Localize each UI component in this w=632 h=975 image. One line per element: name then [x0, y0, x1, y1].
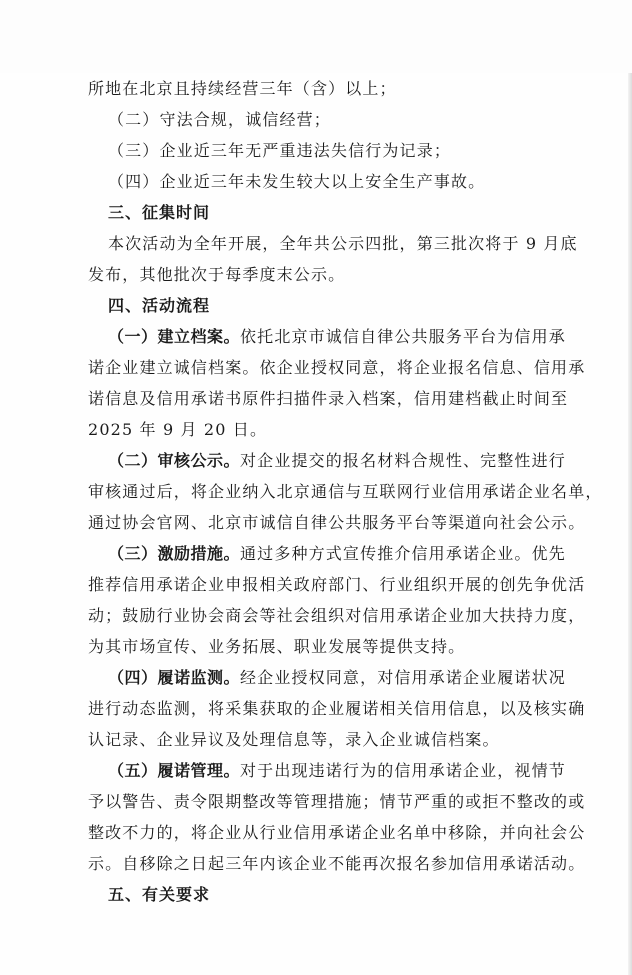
text-line: 所地在北京且持续经营三年（含）以上；: [88, 79, 397, 98]
text-line: 2025 年 9 月 20 日。: [88, 420, 268, 439]
step-title-incentive: （三）激励措施。: [108, 544, 241, 563]
text-line: [88, 445, 570, 476]
text-line: 审核通过后，将企业纳入北京通信与互联网行业信用承诺企业名单，: [88, 482, 603, 501]
criteria-item-4: （四）企业近三年未发生较大以上安全生产事故。: [108, 172, 486, 191]
scan-edge-shadow: [628, 73, 632, 975]
text-span: 经企业授权同意，对信用承诺企业履诺状况: [240, 668, 566, 687]
text-line: 动；鼓励行业协会商会等社会组织对信用承诺企业加大扶持力度，: [88, 606, 586, 625]
text-line: 发布，其他批次于每季度末公示。: [88, 265, 346, 284]
step-title-monitoring: （四）履诺监测。: [108, 668, 241, 687]
criteria-item-2: （二）守法合规，诚信经营；: [108, 110, 331, 129]
text-span: 依托北京市诚信自律公共服务平台为信用承: [240, 327, 566, 346]
step-title-archive: （一）建立档案。: [108, 327, 241, 346]
text-line: 认记录、企业异议及处理信息等，录入企业诚信档案。: [88, 730, 500, 749]
text-line: 整改不力的，将企业从行业信用承诺企业名单中移除，并向社会公: [88, 823, 586, 842]
text-line: 通过协会官网、北京市诚信自律公共服务平台等渠道向社会公示。: [88, 513, 586, 532]
criteria-item-3: （三）企业近三年无严重违法失信行为记录；: [108, 141, 452, 160]
text-line: 推荐信用承诺企业申报相关政府部门、行业组织开展的创先争优活: [88, 575, 586, 594]
section-heading-activity-process: 四、活动流程: [108, 296, 211, 315]
text-line: 予以警告、责令限期整改等管理措施；情节严重的或拒不整改的或: [88, 792, 586, 811]
text-line: [88, 538, 570, 569]
text-line: 为其市场宣传、业务拓展、职业发展等提供支持。: [88, 637, 466, 656]
text-line: 诺信息及信用承诺书原件扫描件录入档案，信用建档截止时间至: [88, 389, 569, 408]
text-span: 对于出现违诺行为的信用承诺企业，视情节: [240, 761, 566, 780]
document-page: [0, 73, 632, 975]
step-title-review: （二）审核公示。: [108, 451, 241, 470]
text-line: 示。自移除之日起三年内该企业不能再次报名参加信用承诺活动。: [88, 854, 586, 873]
text-line: 本次活动为全年开展，全年共公示四批，第三批次将于 9 月底: [108, 234, 578, 253]
document-body: [88, 73, 603, 910]
text-line: [88, 321, 570, 352]
text-line: 进行动态监测，将采集获取的企业履诺相关信用信息，以及核实确: [88, 699, 586, 718]
step-title-management: （五）履诺管理。: [108, 761, 241, 780]
text-span: 通过多种方式宣传推介信用承诺企业。优先: [240, 544, 566, 563]
text-line: [88, 662, 570, 693]
text-span: 对企业提交的报名材料合规性、完整性进行: [240, 451, 566, 470]
section-heading-requirements: 五、有关要求: [108, 885, 211, 904]
text-line: 诺企业建立诚信档案。依企业授权同意，将企业报名信息、信用承: [88, 358, 586, 377]
section-heading-collection-time: 三、征集时间: [108, 203, 211, 222]
text-line: [88, 755, 570, 786]
